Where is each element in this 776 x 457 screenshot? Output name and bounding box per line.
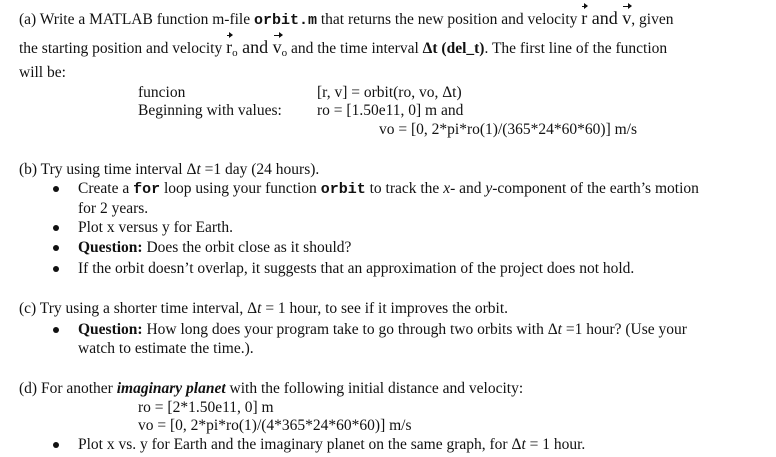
text: and [237, 37, 273, 57]
question-label: Question: [78, 239, 143, 256]
part-b-bullet-1 [78, 179, 699, 199]
text: . The first line of the function [484, 40, 668, 57]
part-a-line-2 [19, 38, 667, 63]
text: loop using your function [160, 180, 321, 197]
text: t [557, 321, 562, 338]
bullet-icon [53, 186, 59, 192]
text: Plot x vs. y for Earth and the imaginary planet on the same graph, for Δ [78, 436, 522, 453]
bullet-icon [53, 245, 59, 251]
function-filename: orbit.m [253, 12, 317, 29]
velocity-vector-symbol: v [622, 8, 632, 28]
text: x [443, 180, 451, 197]
question-label: Question: [78, 321, 143, 338]
part-b-bullet-1-cont: for 2 years. [78, 200, 149, 217]
text: that returns the new position and velocity [316, 11, 582, 28]
part-b-heading [19, 160, 319, 179]
funcion-label: funcion [138, 84, 186, 101]
initial-velocity-vector-symbol: v [272, 37, 282, 57]
time-interval-label: Δt (del_t) [422, 40, 485, 57]
text: (d) For another [19, 380, 117, 397]
text: and [587, 8, 623, 28]
text: How long does your program take to go through two orbits with Δ [142, 321, 558, 338]
text: with the following initial distance and velocity: [225, 380, 524, 397]
text: =1 day (24 hours). [200, 161, 320, 178]
part-b-bullet-3 [78, 238, 351, 257]
text: (b) Try using time interval Δ [19, 161, 197, 178]
subscript: o [281, 47, 288, 59]
bullet-icon [53, 442, 59, 448]
text: (c) Try using a shorter time interval, Δ [19, 300, 258, 317]
part-b-bullet-4: If the orbit doesn’t overlap, it suggests that an approximation of the project does not hold. [78, 260, 635, 277]
text: and the time interval [287, 40, 423, 57]
planet-initial-velocity: vo = [0, 2*pi*ro(1)/(4*365*24*60*60)] m/s [138, 417, 412, 434]
bullet-icon [53, 225, 59, 231]
text: to track the [365, 180, 444, 197]
imaginary-planet-label: imaginary planet [116, 380, 226, 397]
text: =1 hour? (Use your [561, 321, 687, 338]
part-d-heading [19, 379, 523, 398]
text: the starting position and velocity [19, 40, 227, 57]
part-c-question-cont: watch to estimate the time.). [78, 340, 254, 357]
text: Create a [78, 180, 134, 197]
text: - and [450, 180, 486, 197]
part-c-question [78, 320, 687, 339]
bullet-icon [53, 327, 59, 333]
text: t [257, 300, 262, 317]
part-d-bullet [78, 435, 585, 454]
funcion-signature: [r, v] = orbit(ro, vo, Δt) [317, 84, 462, 101]
planet-initial-position: ro = [2*1.50e11, 0] m [138, 399, 274, 416]
subscript: o [232, 47, 238, 59]
bullet-icon [53, 266, 59, 272]
text: = 1 hour, to see if it improves the orbit. [261, 300, 509, 317]
text: t [521, 436, 526, 453]
part-b-bullet-2: Plot x versus y for Earth. [78, 219, 233, 236]
text: (a) Write a MATLAB function m-file [19, 11, 254, 28]
text: Does the orbit close as it should? [142, 239, 352, 256]
initial-position-value: ro = [1.50e11, 0] m and [317, 102, 464, 119]
part-a-line-1 [19, 9, 673, 30]
initial-velocity-value: vo = [0, 2*pi*ro(1)/(365*24*60*60)] m/s [379, 121, 638, 138]
initial-position-vector-symbol: r [226, 37, 233, 57]
for-keyword: for [133, 181, 161, 198]
part-a-line-3: will be: [19, 64, 66, 81]
beginning-values-label: Beginning with values: [138, 102, 282, 119]
text: t [196, 161, 201, 178]
text: , given [631, 11, 674, 28]
text: = 1 hour. [525, 436, 586, 453]
part-c-heading [19, 299, 508, 318]
position-vector-symbol: r [581, 8, 588, 28]
orbit-function-name: orbit [320, 181, 366, 198]
text: y [485, 180, 493, 197]
text: -component of the earth’s motion [492, 180, 699, 197]
